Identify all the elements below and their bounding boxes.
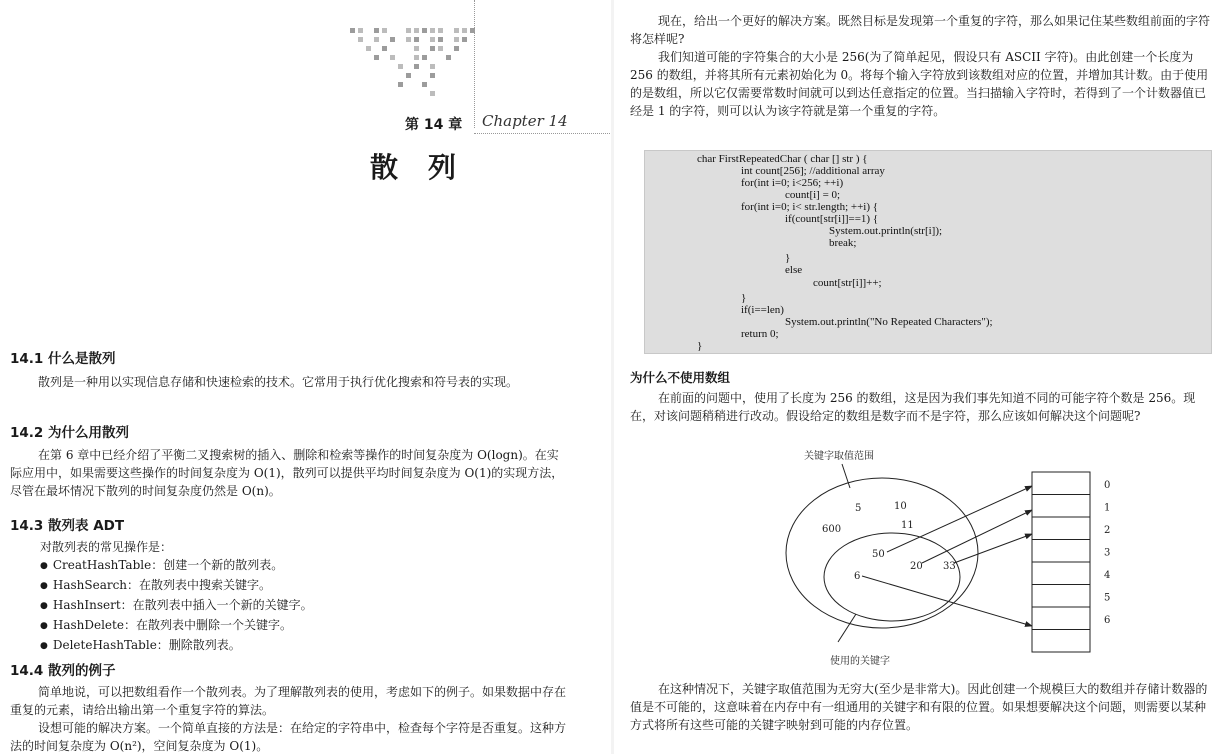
hash-slot [1032,495,1090,518]
decoration-square [430,37,435,42]
chapter-title: 散列 [370,151,487,184]
decoration-square [438,46,443,51]
decoration-square [454,46,459,51]
list-item: ● HashDelete：在散列表中删除一个关键字。 [40,616,313,636]
mapping-arrow [922,510,1032,563]
section-14-4-paragraph-2: 设想可能的解决方案。一个简单直接的方法是：在给定的字符串中，检查每个字符是否重复。这种方法的时间复杂度为 O(n²)，空间复杂度为 O(1)。 [10,721,567,753]
slot-index-label: 5 [1104,592,1111,604]
decoration-square [422,28,427,33]
slot-index-label: 6 [1104,615,1111,626]
decoration-square [414,64,419,69]
right-page [614,0,1225,754]
decoration-square [350,28,355,33]
hash-slot [1032,607,1090,630]
hash-slot [1032,630,1090,653]
hash-slot [1032,562,1090,585]
inner-key-label: 20 [910,561,923,572]
code-line: count[i] = 0; [785,189,841,201]
chapter-english-label: Chapter 14 [482,112,568,130]
outer-key-label: 10 [894,501,907,512]
code-line: count[str[i]]++; [813,277,882,289]
mapping-arrow [954,534,1032,563]
slot-index-label: 3 [1104,547,1111,559]
code-line: if(count[str[i]]==1) { [785,213,879,225]
end-paragraph: 在这种情况下，关键字取值范围为无穷大(至少是非常大)。因此创建一个规模巨大的数组并存储计数器的值是不可能的，这意味着在内存中有一组通用的关键字和有限的位置。如果想要解决这个问题，则需要以某种方式将所有这些可能的关键字映射到可能的内存位置。 [630,682,1208,732]
code-line: char FirstRepeatedChar ( char [] str ) { [697,153,868,165]
code-line: System.out.println(str[i]); [829,225,943,237]
section-heading-14-1: 14.1 什么是散列 [10,351,116,367]
slot-index-label: 2 [1104,525,1111,536]
decoration-square [430,73,435,78]
decoration-square [382,28,387,33]
code-line: if(i==len) [741,304,784,316]
decoration-square [382,46,387,51]
decoration-square [406,28,411,33]
section-heading-14-3: 14.3 散列表 ADT [10,518,125,534]
decoration-square [446,55,451,60]
code-line: } [785,252,791,264]
decoration-square [406,73,411,78]
decoration-square [462,37,467,42]
key-universe-label: 关键字取值范围 [804,451,874,462]
subheading-why-not-array: 为什么不使用数组 [630,370,731,385]
decoration-square [462,28,467,33]
decoration-square [374,55,379,60]
section-14-1-paragraph: 散列是一种用以实现信息存储和快速检索的技术。它常用于执行优化搜索和符号表的实现。 [38,375,519,389]
decoration-square [358,37,363,42]
code-line: break; [829,237,857,249]
slot-index-label: 1 [1104,502,1111,514]
mapping-arrow [862,576,1032,626]
slot-index-label: 0 [1104,480,1111,491]
code-line: } [697,340,703,352]
mid-paragraph: 在前面的问题中，使用了长度为 256 的数组，这是因为我们事先知道不同的可能字符个数是 256。现在，对该问题稍稍进行改动。假设给定的数组是数字而不是字符，那么应该如何解决这个问题呢? [630,391,1196,423]
used-keys-ellipse [824,533,960,621]
decoration-square [358,28,363,33]
slot-index-label: 4 [1104,570,1111,581]
decoration-square [430,28,435,33]
section-heading-14-4: 14.4 散列的例子 [10,663,116,679]
header-horizontal-rule [474,133,612,134]
outer-key-label: 5 [855,503,862,514]
decoration-square [398,82,403,87]
hash-table-slots [1032,472,1110,652]
hash-slot [1032,517,1090,540]
chapter-number: 第 14 章 [405,117,463,133]
decoration-square [390,55,395,60]
code-line: } [741,292,747,304]
hash-slot [1032,540,1090,563]
outer-key-label: 11 [901,520,914,531]
list-item: ● HashInsert：在散列表中插入一个新的关键字。 [40,596,313,616]
section-heading-14-2: 14.2 为什么用散列 [10,425,130,441]
decoration-square [430,64,435,69]
intro-paragraph-1: 现在，给出一个更好的解决方案。既然目标是发现第一个重复的字符，那么如果记住某些数组前面的字符将怎样呢? [630,14,1211,46]
left-page [0,0,612,754]
decoration-square [414,37,419,42]
decoration-square [398,64,403,69]
intro-paragraph-2: 我们知道可能的字符集合的大小是 256(为了简单起见，假设只有 ASCII 字符)。由此创建一个长度为 256 的数组，并将其所有元素初始化为 0。将每个输入字符放到该数组对应的位置，并增加其计数。由于使用的是数组，所以它仅需要常数时间就可以到达任意指定的位置。当扫描输入字符时，若得到了一个计数器值已经是 1 的字符，则可以认为该字符就是第一个重复的字符。 [630,50,1209,118]
header-vertical-rule [474,0,475,128]
code-line: System.out.println("No Repeated Characters"); [785,316,993,328]
section-14-2-paragraph: 在第 6 章中已经介绍了平衡二叉搜索树的插入、删除和检索等操作的时间复杂度为 O(logn)。在实际应用中，如果需要这些操作的时间复杂度为 O(1)，散列可以提供平均时间复杂度为 O(1)的实现方法，尽管在最坏情况下散列的时间复杂度仍然是 O(n)。 [10,448,564,498]
decoration-square [430,91,435,96]
section-14-3-intro: 对散列表的常见操作是： [40,540,173,554]
list-item: ● HashSearch：在散列表中搜索关键字。 [40,576,313,596]
decoration-square [422,82,427,87]
used-keys-label: 使用的关键字 [830,656,890,667]
code-line: return 0; [741,328,779,340]
inner-key-label: 33 [943,561,956,572]
decoration-square [438,37,443,42]
list-item: ● DeleteHashTable：删除散列表。 [40,636,313,656]
list-item: ● CreatHashTable：创建一个新的散列表。 [40,556,313,576]
hash-slot [1032,472,1090,495]
outer-key-label: 600 [822,524,842,535]
code-line: for(int i=0; i<256; ++i) [741,177,844,189]
code-line: for(int i=0; i< str.length; ++i) { [741,201,879,213]
code-line: else [785,264,803,276]
decoration-square [390,37,395,42]
decoration-square [374,37,379,42]
hash-mapping-diagram [764,446,1144,671]
decoration-square [406,37,411,42]
decoration-square [454,28,459,33]
decoration-square [430,46,435,51]
decoration-square [414,46,419,51]
code-line: int count[256]; //additional array [741,165,885,177]
decoration-square [414,28,419,33]
decoration-square [414,55,419,60]
adt-operations-list [40,556,313,656]
decoration-square [374,28,379,33]
hash-slot [1032,585,1090,608]
used-keys-pointer [838,614,856,642]
code-block [644,150,1212,354]
section-14-4-paragraph-1: 简单地说，可以把数组看作一个散列表。为了理解散列表的使用，考虑如下的例子。如果数据中存在重复的元素，请给出输出第一个重复字符的算法。 [10,685,567,717]
decoration-square [438,28,443,33]
decoration-square [454,37,459,42]
decoration-square [422,55,427,60]
inner-key-label: 50 [872,549,885,560]
decoration-square [366,46,371,51]
inner-key-label: 6 [854,571,861,582]
